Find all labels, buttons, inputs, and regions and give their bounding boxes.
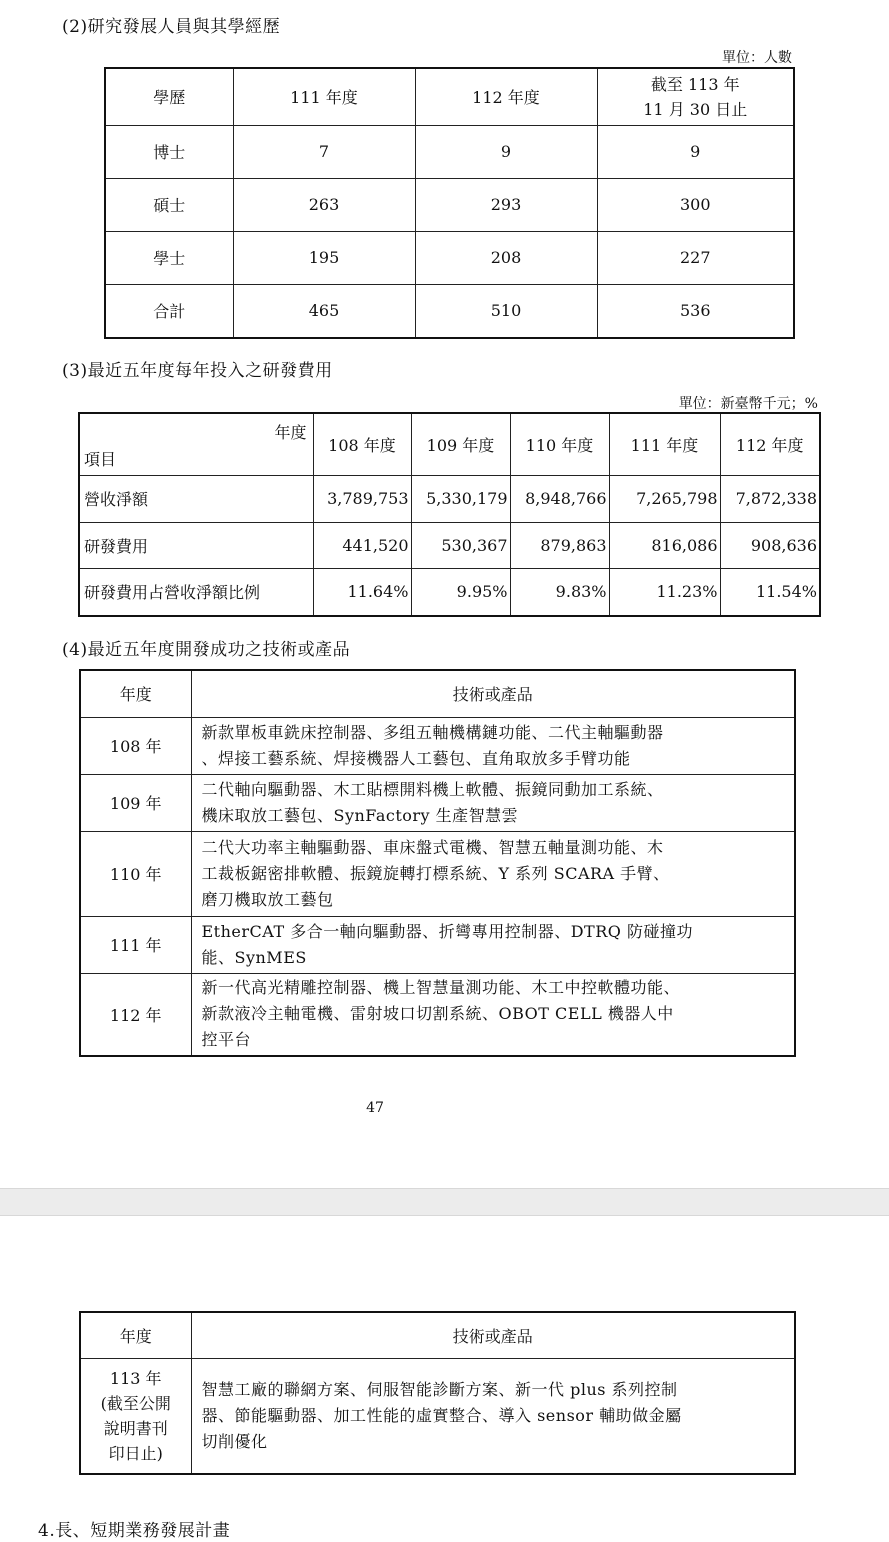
cell-value: 9.95% — [411, 568, 510, 616]
cell-value: 441,520 — [313, 522, 411, 568]
table-row — [105, 125, 794, 178]
row-products — [191, 916, 795, 973]
cell-value: 908,636 — [720, 522, 820, 568]
table-row — [79, 522, 820, 568]
table-row — [79, 475, 820, 522]
row-label: 學士 — [105, 231, 233, 284]
header-year-111: 111 年度 — [233, 68, 415, 125]
cell-value: 7,265,798 — [609, 475, 720, 522]
table-row — [80, 973, 795, 1056]
table-header-row — [79, 413, 820, 475]
cell-112: 293 — [415, 178, 597, 231]
table-row — [105, 231, 794, 284]
cell-113: 536 — [597, 284, 794, 338]
row-products — [191, 973, 795, 1056]
row-year: 111 年 — [80, 916, 191, 973]
row-label: 合計 — [105, 284, 233, 338]
year-line: 印日止) — [108, 1443, 163, 1463]
cell-value: 11.23% — [609, 568, 720, 616]
header-year-112: 112 年度 — [720, 413, 820, 475]
year-line: 說明書刊 — [103, 1418, 168, 1438]
products-table-continued — [79, 1311, 796, 1475]
cell-111: 7 — [233, 125, 415, 178]
cell-value: 816,086 — [609, 522, 720, 568]
product-line: 切削優化 — [201, 1431, 268, 1451]
header-year-110: 110 年度 — [510, 413, 609, 475]
section-3-unit: 單位：新臺幣千元；% — [678, 396, 818, 412]
section-business-plan-heading: 4.長、短期業務發展計畫 — [38, 1521, 231, 1541]
page-number: 47 — [366, 1100, 384, 1116]
products-table — [79, 669, 796, 1057]
corner-item-label: 項目 — [84, 450, 117, 470]
product-line: 器、節能驅動器、加工性能的虛實整合、導入 sensor 輔助做金屬 — [201, 1405, 682, 1425]
row-year — [80, 1358, 191, 1474]
section-2-unit: 單位：人數 — [722, 50, 792, 66]
product-line: 新一代高光精雕控制器、機上智慧量測功能、木工中控軟體功能、 — [201, 978, 681, 998]
page-separator — [0, 1188, 889, 1216]
product-line: 、焊接工藝系統、焊接機器人工藝包、直角取放多手臂功能 — [201, 748, 631, 768]
product-line: 二代軸向驅動器、木工貼標開料機上軟體、振鏡同動加工系統、 — [201, 779, 664, 799]
section-4-heading: (4)最近五年度開發成功之技術或產品 — [62, 640, 351, 660]
product-line: 智慧工廠的聯網方案、伺服智能診斷方案、新一代 plus 系列控制 — [201, 1379, 678, 1399]
header-year-111: 111 年度 — [609, 413, 720, 475]
header-education: 學歷 — [105, 68, 233, 125]
header-product: 技術或產品 — [191, 1312, 795, 1358]
cell-111: 263 — [233, 178, 415, 231]
rd-staff-table — [104, 67, 795, 339]
table-header-row — [105, 68, 794, 125]
row-year: 112 年 — [80, 973, 191, 1056]
cell-111: 195 — [233, 231, 415, 284]
cell-value: 879,863 — [510, 522, 609, 568]
header-year-113 — [597, 68, 794, 125]
cell-113: 9 — [597, 125, 794, 178]
row-products — [191, 774, 795, 831]
header-year: 年度 — [80, 670, 191, 717]
table-row — [105, 284, 794, 338]
table-row — [79, 568, 820, 616]
row-label: 碩士 — [105, 178, 233, 231]
table-row — [80, 717, 795, 774]
row-year: 109 年 — [80, 774, 191, 831]
table-row — [80, 774, 795, 831]
header-product: 技術或產品 — [191, 670, 795, 717]
header-year-109: 109 年度 — [411, 413, 510, 475]
row-year: 108 年 — [80, 717, 191, 774]
cell-112: 9 — [415, 125, 597, 178]
product-line: 新款單板車銑床控制器、多组五軸機構鏈功能、二代主軸驅動器 — [201, 722, 664, 742]
row-products — [191, 1358, 795, 1474]
table-row — [80, 916, 795, 973]
row-products — [191, 831, 795, 916]
cell-value: 11.54% — [720, 568, 820, 616]
product-line: 能、SynMES — [201, 947, 307, 967]
product-line: 新款液冷主軸電機、雷射坡口切割系統、OBOT CELL 機器人中 — [201, 1004, 674, 1024]
table-header-row — [80, 1312, 795, 1358]
product-line: 控平台 — [201, 1030, 252, 1050]
product-line: 機床取放工藝包、SynFactory 生產智慧雲 — [201, 805, 519, 825]
row-year: 110 年 — [80, 831, 191, 916]
header-year-113-line1: 截至 113 年 — [650, 74, 740, 94]
year-line: (截至公開 — [100, 1393, 171, 1413]
row-label: 博士 — [105, 125, 233, 178]
header-year-108: 108 年度 — [313, 413, 411, 475]
section-2-heading: (2)研究發展人員與其學經歷 — [62, 17, 281, 37]
table-header-row — [80, 670, 795, 717]
table-row — [80, 1358, 795, 1474]
product-line: 磨刀機取放工藝包 — [201, 889, 334, 909]
row-label: 營收淨額 — [79, 475, 313, 522]
product-line: EtherCAT 多合一軸向驅動器、折彎專用控制器、DTRQ 防碰撞功 — [201, 921, 693, 941]
cell-112: 510 — [415, 284, 597, 338]
cell-value: 7,872,338 — [720, 475, 820, 522]
rd-expense-table — [78, 412, 821, 617]
product-line: 工裁板鋸密排軟體、振鏡旋轉打標系統、Y 系列 SCARA 手臂、 — [201, 863, 670, 883]
cell-value: 3,789,753 — [313, 475, 411, 522]
year-line: 113 年 — [109, 1368, 162, 1388]
cell-value: 9.83% — [510, 568, 609, 616]
row-products — [191, 717, 795, 774]
cell-113: 227 — [597, 231, 794, 284]
table-row — [105, 178, 794, 231]
row-label: 研發費用占營收淨額比例 — [79, 568, 313, 616]
product-line: 二代大功率主軸驅動器、車床盤式電機、智慧五軸量測功能、木 — [201, 837, 664, 857]
header-year-113-line2: 11 月 30 日止 — [643, 99, 748, 119]
cell-111: 465 — [233, 284, 415, 338]
cell-value: 11.64% — [313, 568, 411, 616]
row-label: 研發費用 — [79, 522, 313, 568]
cell-value: 8,948,766 — [510, 475, 609, 522]
cell-112: 208 — [415, 231, 597, 284]
header-year-112: 112 年度 — [415, 68, 597, 125]
cell-value: 530,367 — [411, 522, 510, 568]
section-3-heading: (3)最近五年度每年投入之研發費用 — [62, 361, 333, 381]
cell-value: 5,330,179 — [411, 475, 510, 522]
header-corner — [79, 413, 313, 475]
table-row — [80, 831, 795, 916]
cell-113: 300 — [597, 178, 794, 231]
corner-year-label: 年度 — [274, 423, 307, 443]
header-year: 年度 — [80, 1312, 191, 1358]
